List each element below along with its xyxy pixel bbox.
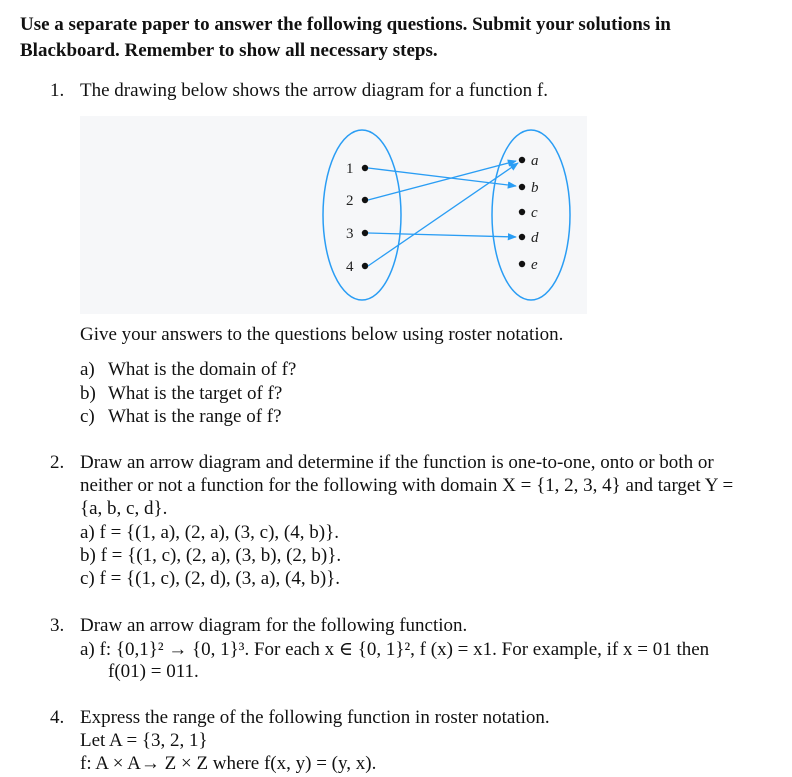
question-1-number: 1. <box>50 80 65 101</box>
question-1-instruction: Give your answers to the questions below using roster notation. <box>80 324 564 345</box>
domain-point-4 <box>362 263 368 269</box>
instructions-line-2: Blackboard. Remember to show all necessary steps. <box>20 40 438 61</box>
question-3-number: 3. <box>50 615 65 636</box>
domain-label-3: 3 <box>346 226 354 242</box>
domain-point-3 <box>362 230 368 236</box>
question-2-line-2: neither or not a function for the following with domain X = {1, 2, 3, 4} and target Y = <box>80 475 734 496</box>
target-point-b <box>519 184 525 190</box>
target-label-c: c <box>531 205 538 221</box>
target-label-e: e <box>531 257 538 273</box>
question-4-line-3: f: A × A→ Z × Z where f(x, y) = (y, x). <box>80 753 377 774</box>
target-label-d: d <box>531 230 539 246</box>
question-3-line-2: a) f: {0,1}² → {0, 1}³. For each x ∈ {0, 1}², f (x) = x1. For example, if x = 01 then <box>80 639 710 660</box>
target-label-a: a <box>531 153 539 169</box>
question-1-part-b-label: b) <box>80 383 96 404</box>
target-label-b: b <box>531 180 539 196</box>
question-2-line-3: {a, b, c, d}. <box>80 498 168 519</box>
domain-label-4: 4 <box>346 259 354 275</box>
question-2-part-a: a) f = {(1, a), (2, a), (3, c), (4, b)}. <box>80 522 339 543</box>
question-3-line-1: Draw an arrow diagram for the following function. <box>80 615 468 636</box>
question-4-line-1: Express the range of the following function in roster notation. <box>80 707 550 728</box>
arrow-1-to-b <box>368 168 516 186</box>
question-1-part-a: What is the domain of f? <box>108 359 297 380</box>
question-1-part-a-label: a) <box>80 359 95 380</box>
arrow-3-to-d <box>368 233 516 237</box>
domain-label-2: 2 <box>346 193 354 209</box>
question-2-part-b: b) f = {(1, c), (2, a), (3, b), (2, b)}. <box>80 545 342 566</box>
target-point-e <box>519 261 525 267</box>
arrow-diagram-svg <box>80 116 587 314</box>
question-3-line-3: f(01) = 011. <box>108 661 199 682</box>
question-2-number: 2. <box>50 452 65 473</box>
target-point-d <box>519 234 525 240</box>
question-1-part-c: What is the range of f? <box>108 406 282 427</box>
target-point-c <box>519 209 525 215</box>
question-4-number: 4. <box>50 707 65 728</box>
domain-point-1 <box>362 165 368 171</box>
instructions-line-1: Use a separate paper to answer the following questions. Submit your solutions in <box>20 14 671 35</box>
question-1-part-c-label: c) <box>80 406 95 427</box>
target-point-a <box>519 157 525 163</box>
domain-ellipse <box>323 130 401 300</box>
question-2-line-1: Draw an arrow diagram and determine if the function is one-to-one, onto or both or <box>80 452 714 473</box>
question-1-part-b: What is the target of f? <box>108 383 283 404</box>
domain-point-2 <box>362 197 368 203</box>
question-1-text: The drawing below shows the arrow diagram for a function f. <box>80 80 548 101</box>
question-2-part-c: c) f = {(1, c), (2, d), (3, a), (4, b)}. <box>80 568 341 589</box>
question-4-line-2: Let A = {3, 2, 1} <box>80 730 208 751</box>
domain-label-1: 1 <box>346 161 354 177</box>
arrow-diagram <box>80 116 587 314</box>
